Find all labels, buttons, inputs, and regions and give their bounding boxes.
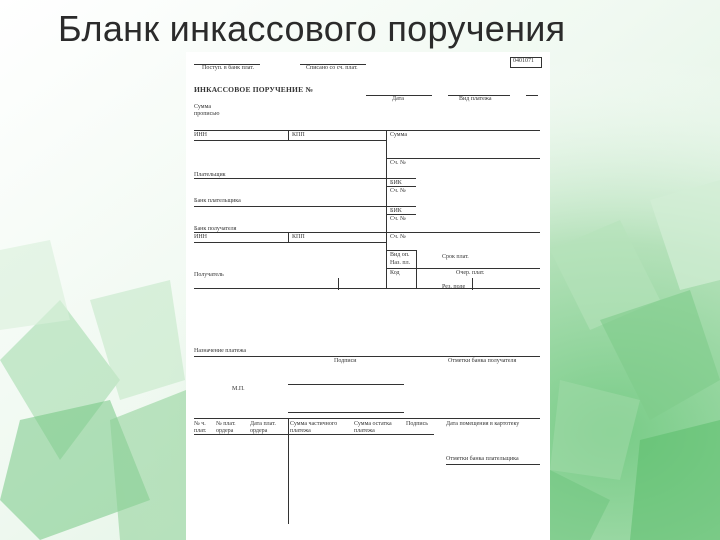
payer-bank-account-label: Сч. № bbox=[390, 188, 406, 194]
form-code: 0401071 bbox=[513, 58, 534, 64]
payer-inn-label: ИНН bbox=[194, 132, 207, 138]
operation-type-label: Вид оп. bbox=[390, 252, 410, 258]
order-date-header: Дата плат. ордера bbox=[250, 421, 276, 434]
payee-bank-marks-label: Отметки банка получателя bbox=[448, 358, 517, 364]
payee-inn-label: ИНН bbox=[194, 234, 207, 240]
payment-purpose-code-label: Наз. пл. bbox=[390, 260, 411, 266]
received-bank-label: Поступ. в банк плат. bbox=[202, 65, 254, 71]
signatures-label: Подписи bbox=[334, 358, 357, 364]
payee-account-label: Сч. № bbox=[390, 234, 406, 240]
payee-label: Получатель bbox=[194, 272, 224, 278]
sum-in-words-label: Сумма прописью bbox=[194, 104, 220, 117]
order-no-header: № плат. ордера bbox=[216, 421, 236, 434]
payment-purpose-label: Назначение платежа bbox=[194, 348, 247, 354]
payer-account-label: Сч. № bbox=[390, 160, 406, 166]
payee-bank-account-label: Сч. № bbox=[390, 216, 406, 222]
due-date-label: Срок плат. bbox=[442, 254, 469, 260]
partial-payment-no-header: № ч. плат. bbox=[194, 421, 207, 434]
signature-header: Подпись bbox=[406, 421, 429, 427]
payee-bik-label: БИК bbox=[390, 208, 402, 214]
stamp-label: М.П. bbox=[232, 386, 245, 392]
date-label: Дата bbox=[392, 96, 404, 102]
code-label: Код bbox=[390, 270, 400, 276]
payer-label: Плательщик bbox=[194, 172, 226, 178]
payer-bank-marks-label: Отметки банка плательщика bbox=[446, 456, 519, 462]
collection-order-form bbox=[186, 52, 550, 540]
reserved-field-label: Рез. поле bbox=[442, 284, 466, 290]
placed-in-file-header: Дата помещения в картотеку bbox=[446, 421, 520, 427]
partial-sum-header: Сумма частичного платежа bbox=[290, 421, 338, 434]
balance-sum-header: Сумма остатка платежа bbox=[354, 421, 392, 434]
debited-label: Списано со сч. плат. bbox=[306, 65, 358, 71]
sum-label: Сумма bbox=[390, 132, 407, 138]
payer-bank-label: Банк плательщика bbox=[194, 198, 241, 204]
form-title: ИНКАССОВОЕ ПОРУЧЕНИЕ № bbox=[194, 85, 314, 94]
payment-type-label: Вид платежа bbox=[459, 96, 492, 102]
payment-order-label: Очер. плат. bbox=[456, 270, 485, 276]
payee-kpp-label: КПП bbox=[292, 234, 305, 240]
payer-bik-label: БИК bbox=[390, 180, 402, 186]
payee-bank-label: Банк получателя bbox=[194, 226, 237, 232]
payer-kpp-label: КПП bbox=[292, 132, 305, 138]
slide-title: Бланк инкассового поручения bbox=[58, 8, 566, 49]
